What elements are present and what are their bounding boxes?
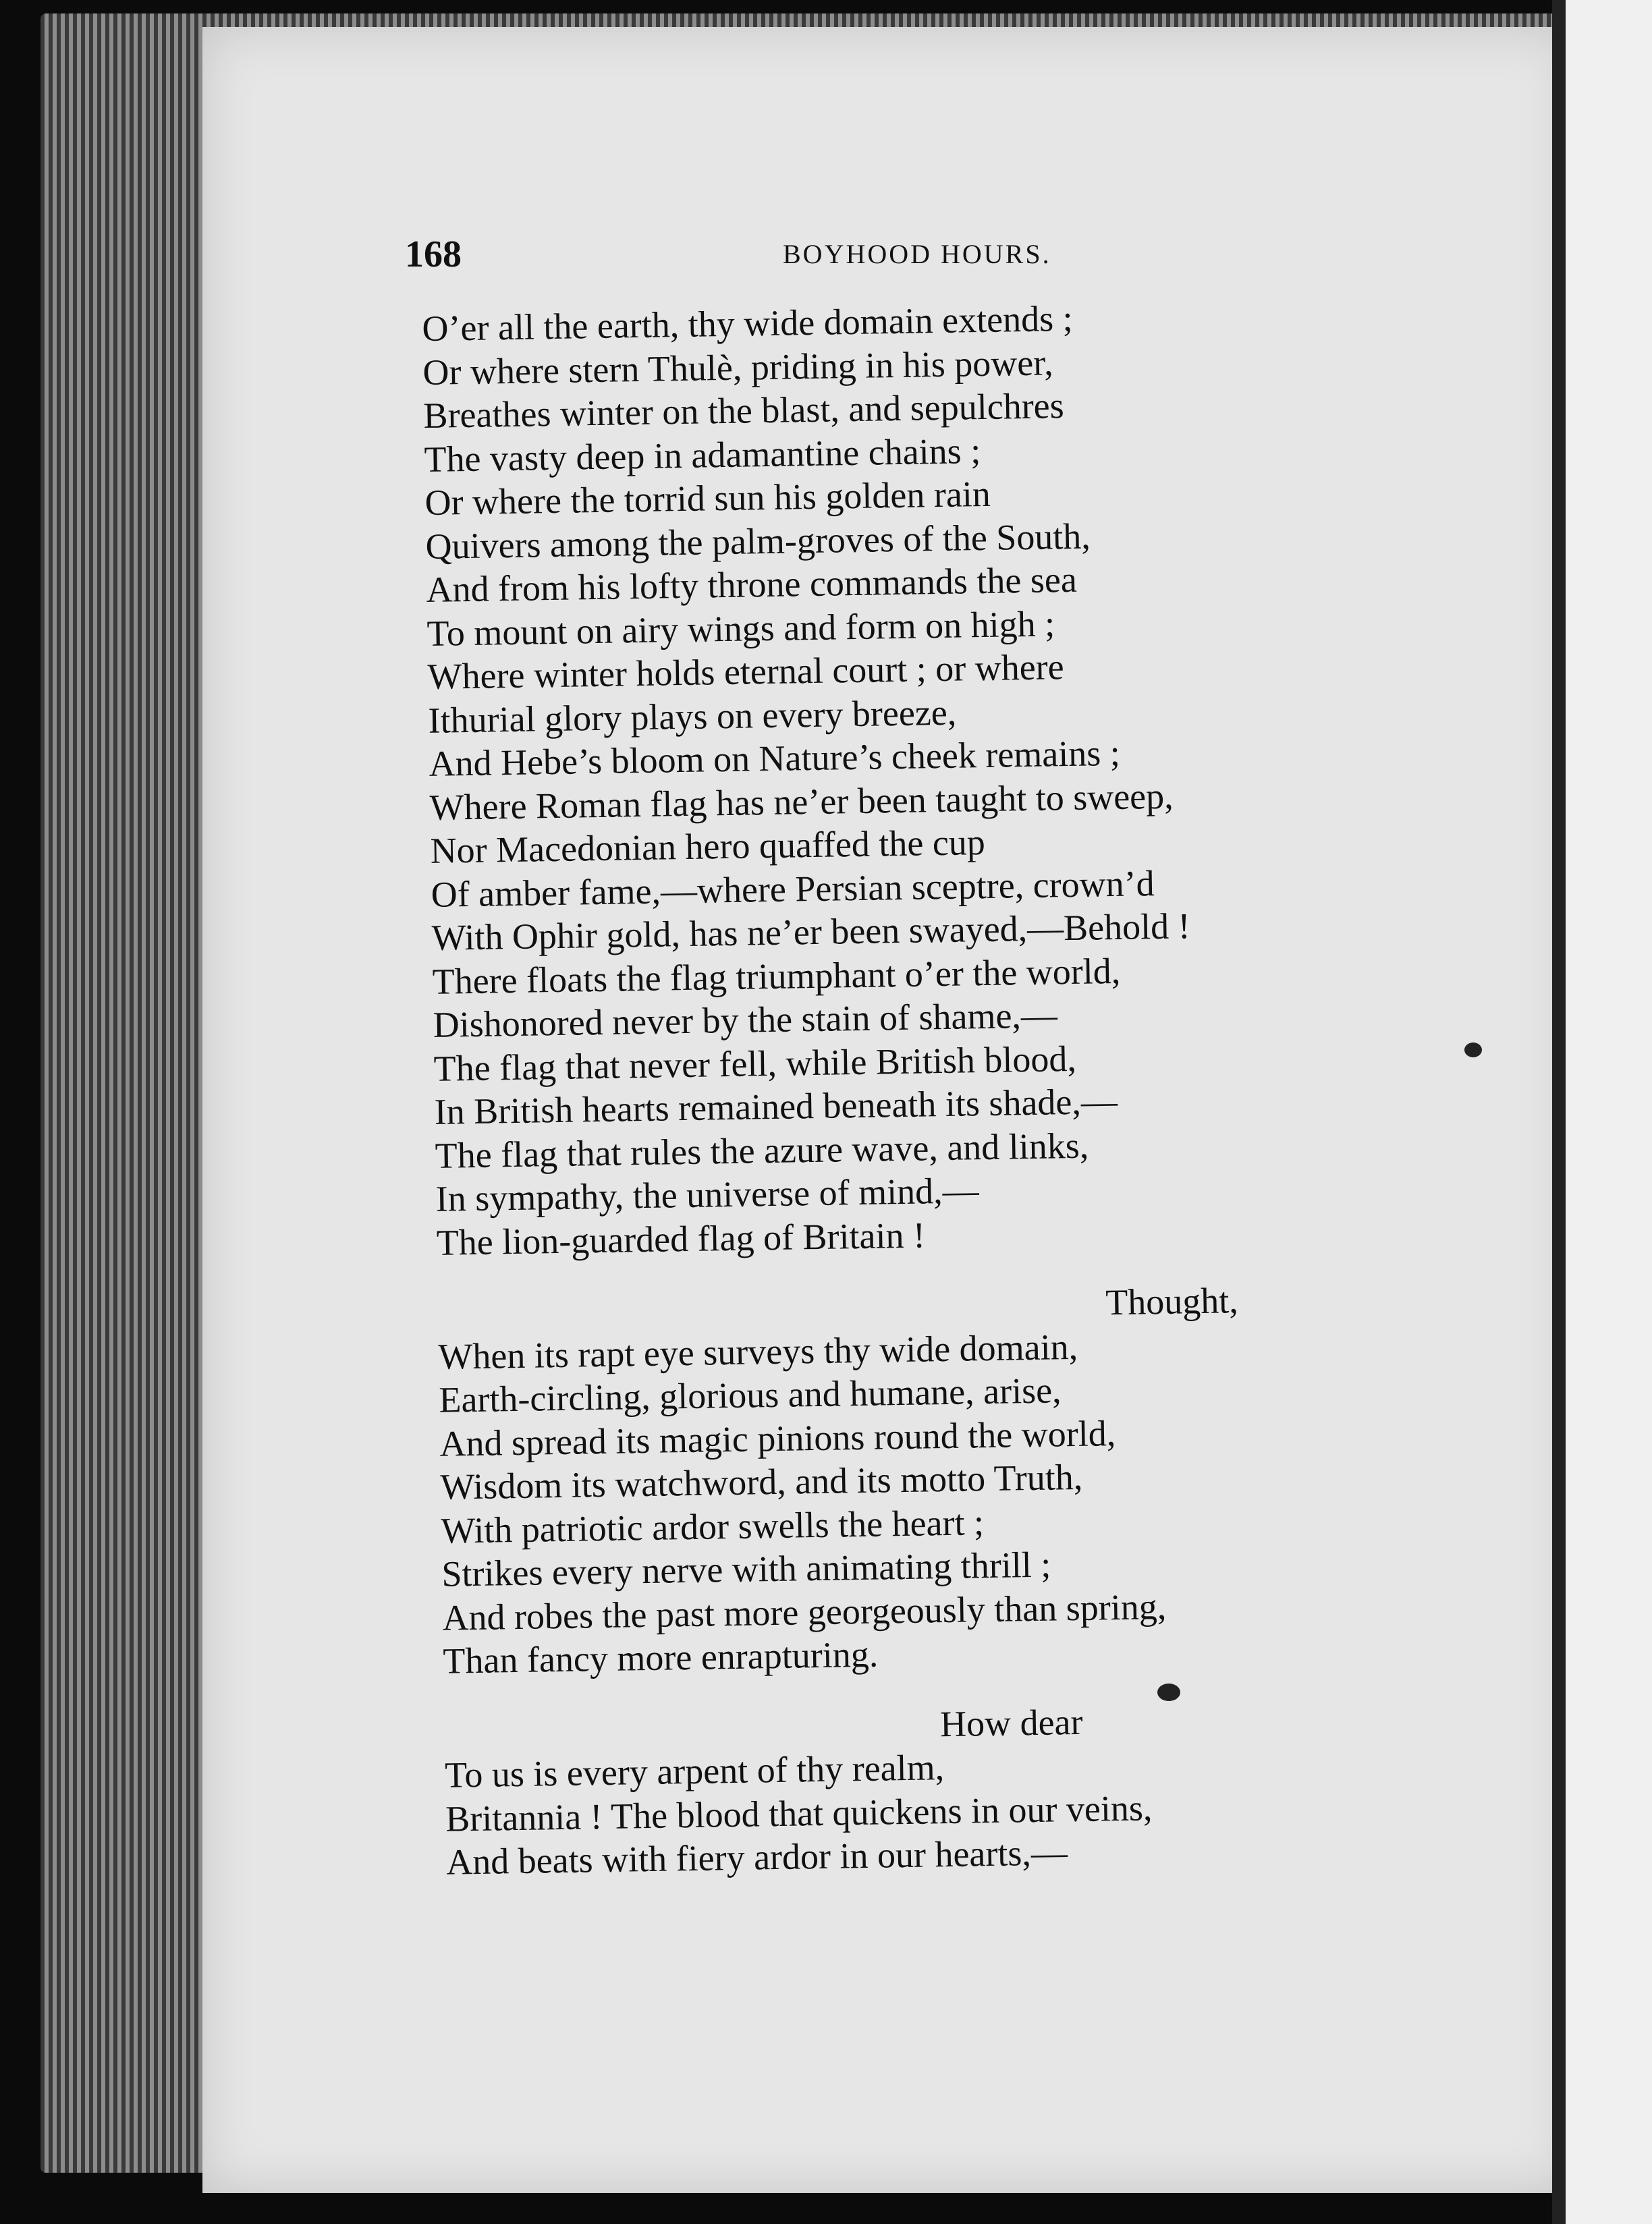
poem-line: Ithurial glory plays on every breeze, [428,692,957,741]
poem-line: Where winter holds eternal court ; or where [427,646,1065,697]
poem-line: With patriotic ardor swells the heart ; [441,1501,985,1551]
poem-line: Than fancy more enrapturing. [443,1634,879,1681]
poem-line: The lion-guarded flag of Britain ! [436,1214,926,1263]
poem-line: Strikes every nerve with animating thrill ; [441,1544,1051,1594]
poem-line: The flag that rules the azure wave, and links, [435,1125,1089,1176]
poem-line: Of amber fame,—where Persian sceptre, crown’d [431,862,1155,915]
poem-line: Wisdom its watchword, and its motto Truth, [440,1456,1083,1507]
ink-smudge [1157,1684,1180,1701]
poem-line: With Ophir gold, has ne’er been swayed,—Behold ! [431,906,1191,958]
poem-line: Dishonored never by the stain of shame,— [433,995,1058,1045]
poem-line: Breathes winter on the blast, and sepulchres [423,385,1065,436]
page-number: 168 [405,233,462,275]
poem-line: Where Roman flag has ne’er been taught to sweep, [429,775,1174,828]
poem-line: There floats the flag triumphant o’er the world, [432,950,1121,1002]
adjacent-page-edge [1552,0,1652,2224]
poem-line: And from his lofty throne commands the sea [426,559,1078,610]
poem-line: The vasty deep in adamantine chains ; [424,430,981,480]
poem-line: Britannia ! The blood that quickens in our veins, [445,1787,1153,1839]
poem-line: Earth-circling, glorious and humane, arise, [438,1370,1062,1420]
poem-line: And spread its magic pinions round the world, [439,1412,1116,1464]
poem-line: In sympathy, the universe of mind,— [435,1170,979,1219]
ink-smudge [1464,1042,1482,1057]
poem-line-indented: Thought, [1105,1280,1239,1323]
page-header [405,226,1107,287]
poem-line: And Hebe’s bloom on Nature’s cheek remains ; [429,732,1121,784]
poem-line: In British hearts remained beneath its shade,— [434,1080,1118,1132]
poem-line: Or where the torrid sun his golden rain [424,473,991,523]
poem-line: O’er all the earth, thy wide domain extends ; [422,298,1074,349]
poem-line: To us is every arpent of thy realm, [444,1747,945,1796]
poem-text [422,291,1459,1884]
poem-line: And beats with fiery ardor in our hearts,— [445,1832,1068,1883]
running-head: BOYHOOD HOURS. [783,239,1051,269]
poem-line: Quivers among the palm-groves of the South, [425,515,1091,567]
poem-line: When its rapt eye surveys thy wide domain, [437,1326,1078,1377]
poem-line: And robes the past more georgeously than spring, [442,1586,1167,1638]
poem-line: Or where stern Thulè, priding in his power, [422,341,1054,393]
poem-line-indented: How dear [939,1701,1083,1744]
poem-line: The flag that never fell, while British blood, [433,1038,1077,1089]
poem-line: To mount on airy wings and form on high ; [426,603,1055,654]
poem-line: Nor Macedonian hero quaffed the cup [430,821,986,871]
